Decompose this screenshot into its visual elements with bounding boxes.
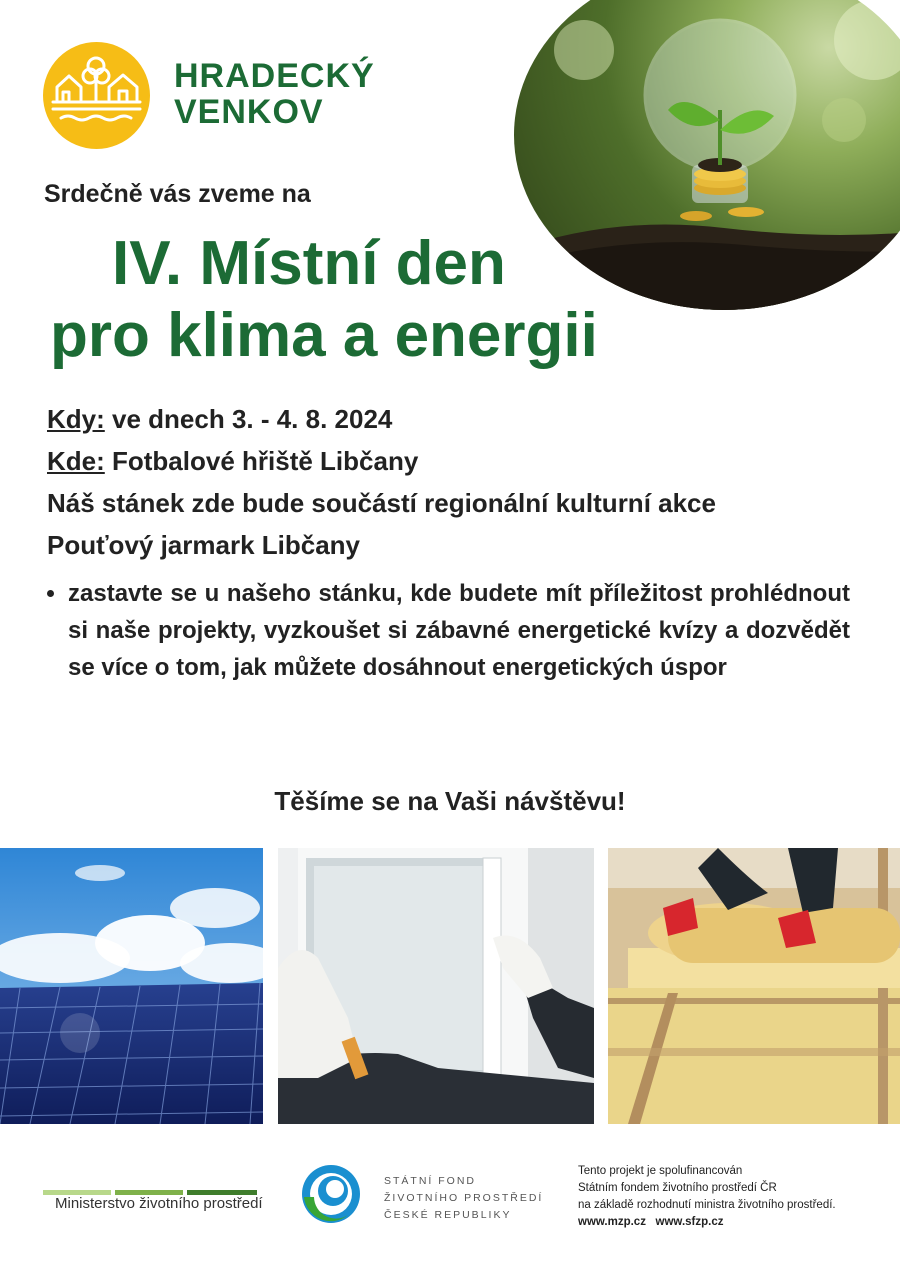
when-row [47, 398, 867, 440]
logo-line-1: HRADECKÝ [174, 57, 375, 95]
bullet-item: • zastavte se u našeho stánku, kde budete mít příležitost prohlédnout si naše projekty, vyzkoušet si zábavné energetické kvízy a dozvědět se více o tom, jak můžete dosáhnout energetických úspor [68, 575, 850, 686]
photo-window-installation [278, 848, 594, 1124]
logo-badge [43, 42, 150, 149]
where-label: Kde: [47, 446, 105, 476]
logo-line-2: VENKOV [174, 93, 324, 131]
fund-line-3: ČESKÉ REPUBLIKY [384, 1209, 512, 1221]
village-icon [43, 42, 150, 149]
photo-insulation-roll [608, 848, 900, 1124]
cofund-line-3: na základě rozhodnutí ministra životního prostředí. [578, 1199, 836, 1211]
where-value: Fotbalové hřiště Libčany [104, 446, 419, 476]
where-row [47, 440, 867, 482]
when-value: ve dnech 3. - 4. 8. 2024 [104, 404, 393, 434]
website-links[interactable]: www.mzp.cz www.sfzp.cz [578, 1216, 724, 1228]
ministry-name: Ministerstvo životního prostředí [55, 1195, 263, 1212]
fund-name [384, 1173, 543, 1224]
title-line-2: pro klima a energii [50, 301, 598, 370]
fund-line-1: STÁTNÍ FOND [384, 1175, 476, 1187]
ministry-logo-bars [43, 1182, 257, 1187]
fund-logo-icon [300, 1163, 362, 1225]
note-line-1: Náš stánek zde bude součástí regionální kulturní akce [47, 488, 716, 518]
organization-name [174, 58, 375, 130]
bullet-list [40, 575, 850, 686]
photo-solar-panels [0, 848, 263, 1124]
when-label: Kdy: [47, 404, 105, 434]
cofunding-note [578, 1163, 878, 1231]
event-details [47, 398, 867, 566]
cofund-line-2: Státním fondem životního prostředí ČR [578, 1182, 777, 1194]
fund-line-2: ŽIVOTNÍHO PROSTŘEDÍ [384, 1192, 544, 1204]
cofund-line-1: Tento projekt je spolufinancován [578, 1165, 743, 1177]
title-line-1: IV. Místní den [112, 229, 506, 298]
invite-text: Srdečně vás zveme na [44, 180, 311, 208]
page-title [50, 228, 670, 372]
note-line-2: Pouťový jarmark Libčany [47, 530, 361, 560]
closing-text: Těšíme se na Vaši návštěvu! [274, 786, 626, 816]
